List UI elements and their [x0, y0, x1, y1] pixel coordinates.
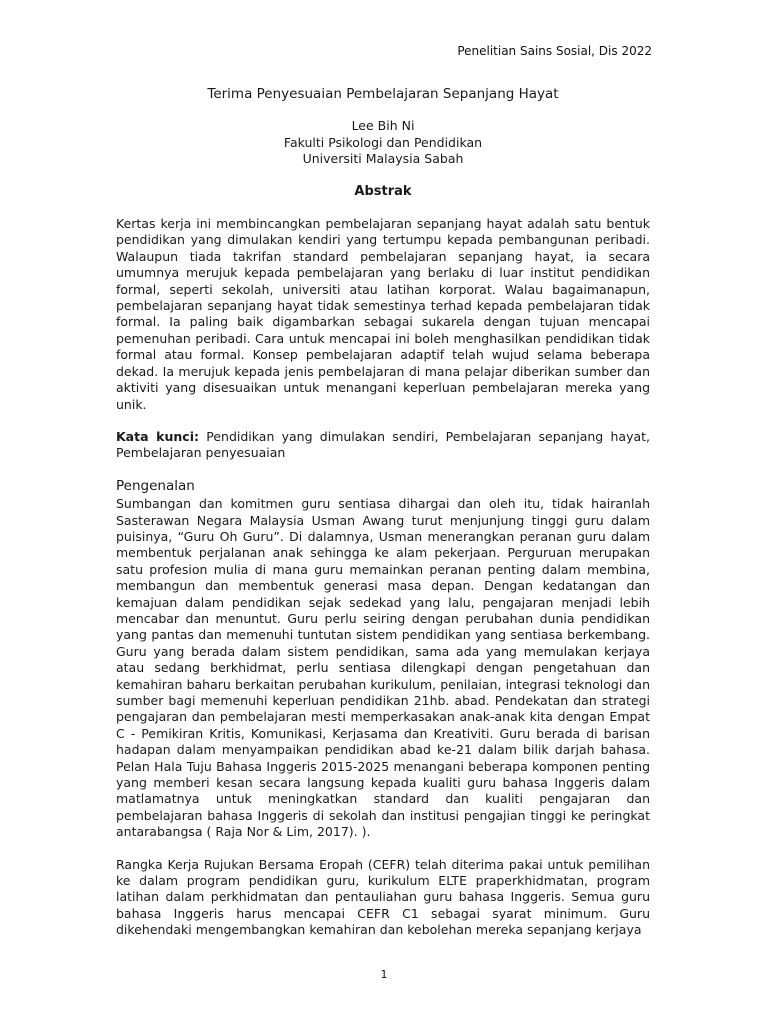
- keywords-label: Kata kunci:: [116, 428, 199, 444]
- abstract-text: Kertas kerja ini membincangkan pembelajaran sepanjang hayat adalah satu bentuk pendidikan yang dimulakan kendiri yang tertumpu kepada pembangunan peribadi. Walaupun tiada takrifan standard pembelajaran sepanjang hayat, ia secara umumnya merujuk kepada pembelajaran yang berlaku di luar institut pendidikan formal, seperti sekolah, universiti atau latihan korporat. Walau bagaimanapun, pembelajaran sepanjang hayat tidak semestinya terhad kepada pembelajaran tidak formal. Ia paling baik digambarkan sebagai sukarela dengan tujuan mencapai pemenuhan peribadi. Cara untuk mencapai ini boleh menghasilkan pendidikan tidak formal atau formal. Konsep pembelajaran adaptif telah wujud selama beberapa dekad. Ia merujuk kepada jenis pembelajaran di mana pelajar diberikan sumber dan aktiviti yang disesuaikan untuk menangani keperluan pembelajaran mereka yang unik.: [116, 216, 650, 412]
- author-university: Universiti Malaysia Sabah: [302, 151, 464, 167]
- intro-paragraph-2: Rangka Kerja Rujukan Bersama Eropah (CEFR) telah diterima pakai untuk pemilihan ke dalam program pendidikan guru, kurikulum ELTE praperkhidmatan, program latihan dalam perkhidmatan dan pentauliahan guru bahasa Inggeris. Semua guru bahasa Inggeris harus mencapai CEFR C1 sebagai syarat minimum. Guru dikehendaki mengembangkan kemahiran dan kebolehan mereka sepanjang kerjaya: [116, 856, 650, 938]
- intro-paragraph-1: Sumbangan dan komitmen guru sentiasa dihargai dan oleh itu, tidak hairanlah Sasterawan Negara Malaysia Usman Awang turut menjunjung tinggi guru dalam puisinya, “Guru Oh Guru”. Di dalamnya, Usman menerangkan peranan guru dalam membentuk perjalanan anak sehingga ke alam pekerjaan. Perguruan merupakan satu profesion mulia di mana guru memainkan peranan penting dalam membina, membangun dan membentuk generasi masa depan. Dengan kedatangan dan kemajuan dalam pendidikan sejak sedekad yang lalu, pengajaran menjadi lebih mencabar dan menuntut. Guru perlu seiring dengan perubahan dunia pendidikan yang pantas dan memenuhi tuntutan sistem pendidikan yang sentiasa berkembang. Guru yang berada dalam sistem pendidikan, sama ada yang memulakan kerjaya atau sedang berkhidmat, perlu sentiasa dilengkapi dengan pengetahuan dan kemahiran baharu berkaitan perubahan kurikulum, penilaian, integrasi teknologi dan sumber bagi memenuhi keperluan pendidikan 21hb. abad. Pendekatan dan strategi pengajaran dan pembelajaran mesti memperkasakan anak-anak kita dengan Empat C - Pemikiran Kritis, Komunikasi, Kerjasama dan Kreativiti. Guru berada di barisan hadapan dalam menyampaikan pendidikan abad ke-21 dalam bilik darjah bahasa. Pelan Hala Tuju Bahasa Inggeris 2015-2025 menangani beberapa komponen penting yang memberi kesan secara langsung kepada kualiti guru bahasa Inggeris dalam matlamatnya untuk meningkatkan standard dan kualiti pengajaran dan pembelajaran bahasa Inggeris di sekolah dan institusi pengajian tinggi ke peringkat antarabangsa ( Raja Nor & Lim, 2017). ).: [116, 496, 650, 840]
- author-faculty: Fakulti Psikologi dan Pendidikan: [283, 134, 483, 150]
- running-header: Penelitian Sains Sosial, Dis 2022: [457, 44, 652, 58]
- section-heading-introduction: Pengenalan: [116, 477, 195, 494]
- author-name: Lee Bih Ni: [351, 118, 415, 134]
- keywords: [116, 429, 650, 462]
- author-block: [116, 118, 650, 167]
- paper-body: [116, 86, 650, 955]
- keywords-text: Pendidikan yang dimulakan sendiri, Pembelajaran sepanjang hayat, Pembelajaran penyesuaian: [116, 428, 650, 461]
- abstract-heading: Abstrak: [354, 183, 412, 199]
- page-number: 1: [380, 968, 388, 981]
- paper-title: Terima Penyesuaian Pembelajaran Sepanjang Hayat: [207, 86, 559, 102]
